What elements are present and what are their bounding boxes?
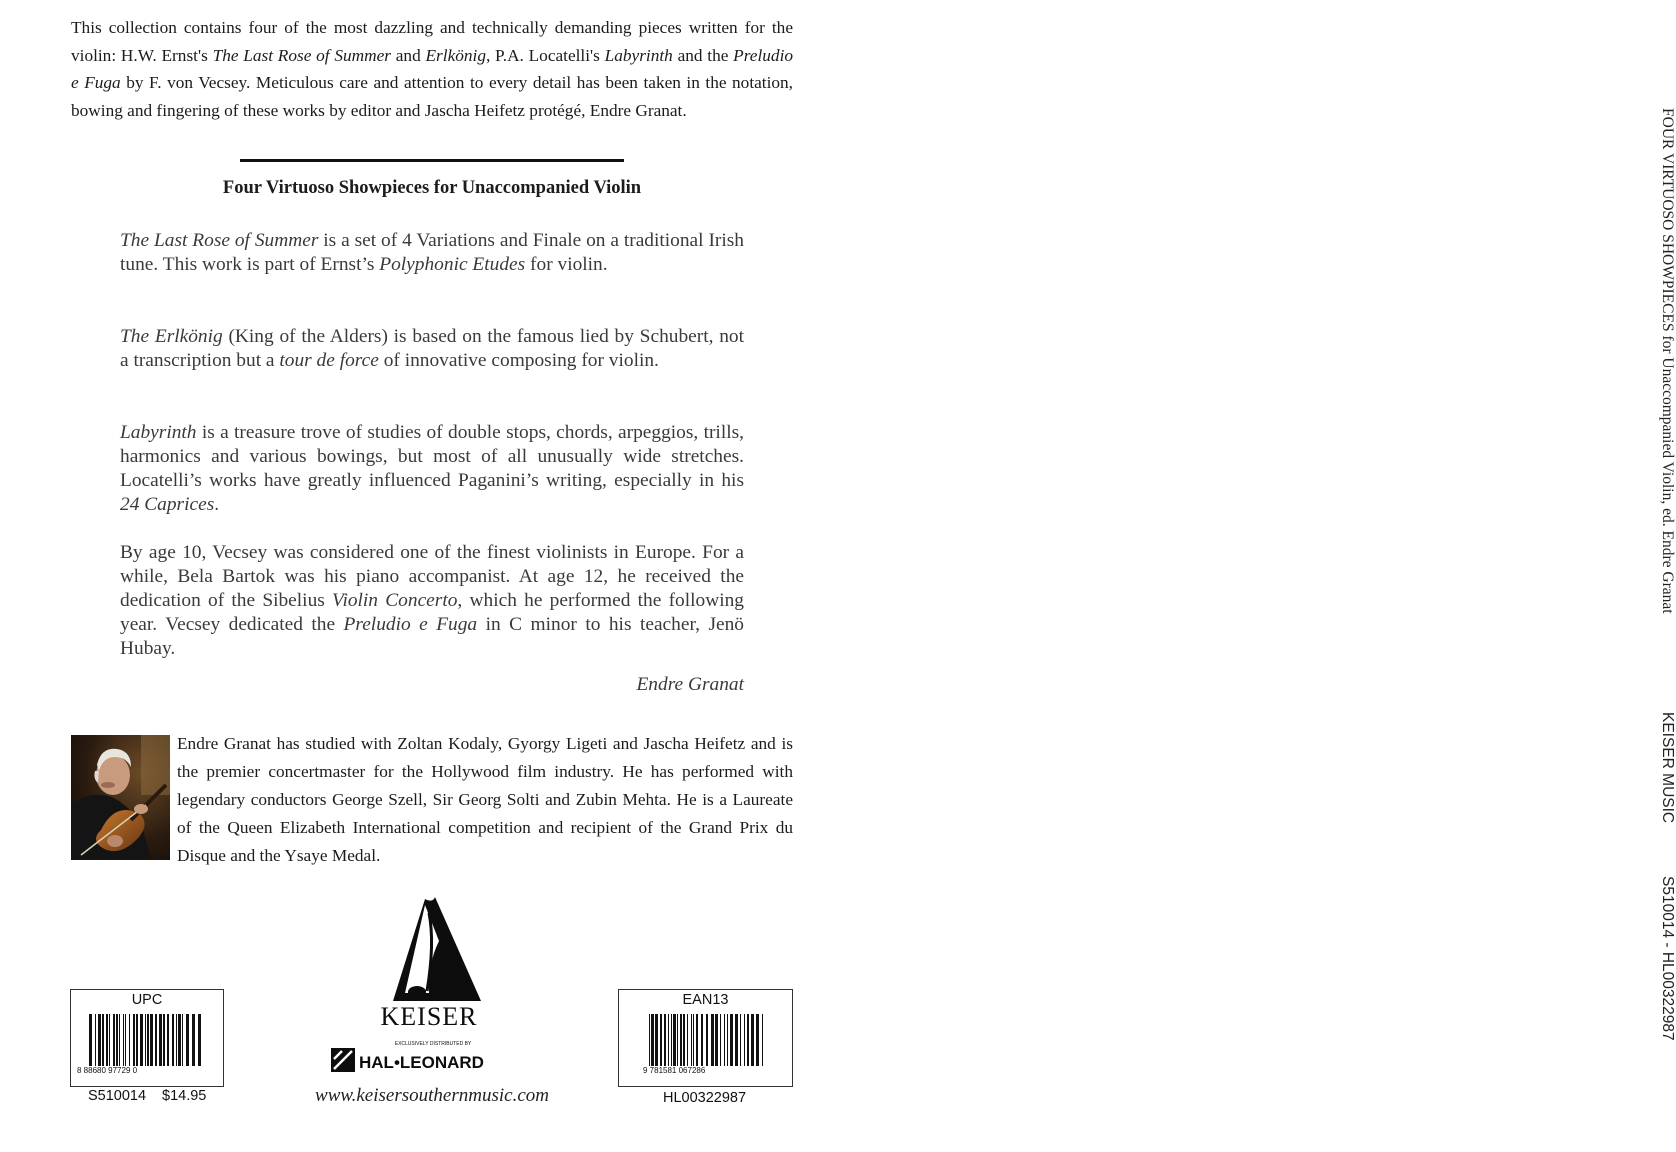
paragraph-labyrinth — [120, 421, 744, 517]
barcode-bar — [701, 1014, 703, 1066]
barcode-bar — [95, 1014, 96, 1066]
barcode-bar — [651, 1014, 654, 1066]
spine-codes: S510014 - HL00322987 — [1659, 876, 1676, 1041]
barcode-bar — [687, 1014, 688, 1066]
barcode-bar — [671, 1014, 672, 1066]
paragraph-text: of innovative composing for violin. — [378, 350, 659, 371]
ean-barcode-box — [618, 989, 793, 1087]
barcode-bar — [735, 1014, 738, 1066]
barcode-bar — [655, 1014, 658, 1066]
barcode-bar — [167, 1014, 169, 1066]
title-italic: Polyphonic Etudes — [379, 254, 526, 275]
intro-title-labyrinth: Labyrinth — [604, 45, 673, 65]
section-heading: Four Virtuoso Showpieces for Unaccompanied Violin — [222, 178, 642, 198]
barcode-bar — [182, 1014, 183, 1066]
upc-barcode-box — [70, 989, 224, 1087]
ean-barcode — [649, 1014, 765, 1066]
paragraph-text: is a set of 4 Variations and Finale on a traditional Irish tune. This work is part of Ernst’s — [120, 230, 744, 275]
barcode-bar — [720, 1014, 721, 1066]
intro-text: This collection contains four of the most dazzling and technically demanding pieces written for the violin: H.W. Ernst's — [71, 18, 793, 65]
barcode-bar — [724, 1014, 725, 1066]
barcode-bar — [133, 1014, 135, 1066]
barcode-bar — [677, 1014, 678, 1066]
brand-text: KEISER — [380, 1002, 478, 1031]
barcode-bar — [159, 1014, 162, 1066]
paragraph-text: for violin. — [525, 254, 608, 275]
barcode-bar — [106, 1014, 108, 1066]
barcode-bar — [172, 1014, 174, 1066]
title-italic: Labyrinth — [120, 422, 197, 443]
barcode-bar — [680, 1014, 682, 1066]
distributor-text: HAL•LEONARD — [359, 1053, 484, 1072]
barcode-bar — [706, 1014, 708, 1066]
barcode-bar — [129, 1014, 130, 1066]
ean-digits: 9 781581 067286 — [643, 1066, 706, 1075]
barcode-bar — [125, 1014, 126, 1066]
barcode-bar — [116, 1014, 118, 1066]
barcode-bar — [147, 1014, 149, 1066]
violinist-photo-illustration — [71, 735, 170, 860]
publisher-logo — [329, 893, 535, 1073]
barcode-bar — [145, 1014, 146, 1066]
intro-title-erlkonig: Erlkönig — [425, 45, 486, 65]
barcode-bar — [155, 1014, 157, 1066]
title-italic: Violin Concerto — [332, 590, 458, 611]
paragraph-vecsey — [120, 541, 744, 661]
upc-barcode — [89, 1014, 205, 1066]
keiser-sail-logo — [329, 893, 535, 1073]
barcode-bar — [198, 1014, 201, 1066]
barcode-bar — [696, 1014, 698, 1066]
upc-label: UPC — [131, 992, 163, 1008]
barcode-bar — [89, 1014, 92, 1066]
paragraph-text: (King of the Alders) is based on the famous lied by Schubert, not a transcription but a — [120, 326, 744, 371]
intro-paragraph — [71, 14, 793, 124]
divider-rule — [240, 159, 624, 162]
barcode-bar — [673, 1014, 676, 1066]
paragraph-last-rose — [120, 229, 744, 277]
barcode-bar — [136, 1014, 138, 1066]
spine — [826, 0, 1676, 1152]
paragraph-text: is a treasure trove of studies of double stops, chords, arpeggios, trills, harmonics and various bowings, but most of all unusually wide stretches. Locatelli’s works have greatly influenced Paganini’s writing, especially in his — [120, 422, 744, 491]
barcode-bar — [762, 1014, 763, 1066]
barcode-bar — [113, 1014, 115, 1066]
paragraph-text: By age 10, Vecsey was considered one of the finest violinists in Europe. For a while, Bela Bartok was his piano accompanist. At age 12, he received the dedication of the Sibelius — [120, 542, 744, 611]
editor-bio: Endre Granat has studied with Zoltan Kodaly, Gyorgy Ligeti and Jascha Heifetz and is the premier concertmaster for the Hollywood film industry. He has performed with legendary conductors George Szell, Sir Georg Solti and Zubin Mehta. He is a Laureate of the Queen Elizabeth International competition and recipient of the Grand Prix du Disque and the Ysaye Medal. — [177, 734, 793, 865]
distributed-text: EXCLUSIVELY DISTRIBUTED BY — [394, 1041, 472, 1047]
barcode-bar — [744, 1014, 745, 1066]
intro-text: and the — [672, 45, 734, 65]
title-italic: 24 Caprices — [120, 494, 215, 515]
upc-digits: 8 88680 97729 0 — [77, 1066, 138, 1075]
barcode-bar — [140, 1014, 143, 1066]
title-italic: Preludio e Fuga — [343, 614, 478, 635]
barcode-bar — [649, 1014, 650, 1066]
barcode-bar — [178, 1014, 181, 1066]
intro-text: by F. von Vecsey. Meticulous care and attention to every detail has been taken in the notation, bowing and fingering of these works by editor and Jascha Heifetz protégé, Endre Granat. — [71, 73, 794, 120]
website-url[interactable]: www.keisersouthernmusic.com — [315, 1085, 549, 1106]
barcode-bar — [150, 1014, 153, 1066]
barcode-bar — [727, 1014, 728, 1066]
signature: Endre Granat — [636, 674, 744, 695]
intro-title-rose: The Last Rose of Summer — [212, 45, 391, 65]
spine-publisher: KEISER MUSIC — [1659, 712, 1676, 824]
barcode-bar — [163, 1014, 165, 1066]
barcode-bar — [98, 1014, 101, 1066]
barcode-bar — [123, 1014, 124, 1066]
barcode-bar — [751, 1014, 754, 1066]
title-italic: The Erlkönig — [120, 326, 223, 347]
barcode-bar — [660, 1014, 662, 1066]
barcode-bar — [664, 1014, 666, 1066]
barcode-bar — [176, 1014, 177, 1066]
barcode-bar — [711, 1014, 714, 1066]
barcode-bar — [119, 1014, 120, 1066]
catalog-number: S510014 — [88, 1088, 147, 1104]
title-italic: The Last Rose of Summer — [120, 230, 319, 251]
intro-title-preludio: Preludio e Fuga — [71, 45, 794, 92]
price: $14.95 — [162, 1088, 207, 1104]
barcode-bar — [747, 1014, 749, 1066]
intro-text: , P.A. Locatelli's — [485, 45, 605, 65]
paragraph-erlkonig — [120, 325, 744, 373]
barcode-bar — [691, 1014, 692, 1066]
paragraph-text: in C minor to his teacher, Jenö Hubay. — [120, 614, 744, 659]
barcode-bar — [730, 1014, 733, 1066]
spine-title: FOUR VIRTUOSO SHOWPIECES for Unaccompanied Violin, ed. Endre Granat — [1659, 108, 1676, 614]
intro-text: and — [391, 45, 426, 65]
barcode-bar — [740, 1014, 741, 1066]
paragraph-text: , which he performed the following year. Vecsey dedicated the — [120, 590, 744, 635]
paragraph-text: . — [214, 494, 220, 515]
barcode-bar — [693, 1014, 694, 1066]
hl-code: HL00322987 — [663, 1090, 747, 1106]
barcode-bar — [192, 1014, 195, 1066]
barcode-bar — [756, 1014, 759, 1066]
barcode-bar — [715, 1014, 718, 1066]
ean-label: EAN13 — [682, 992, 729, 1008]
barcode-bar — [109, 1014, 110, 1066]
barcode-bar — [102, 1014, 104, 1066]
title-italic: tour de force — [279, 350, 379, 371]
barcode-bar — [683, 1014, 685, 1066]
barcode-bar — [186, 1014, 189, 1066]
author-photo — [71, 735, 170, 860]
barcode-bar — [668, 1014, 669, 1066]
